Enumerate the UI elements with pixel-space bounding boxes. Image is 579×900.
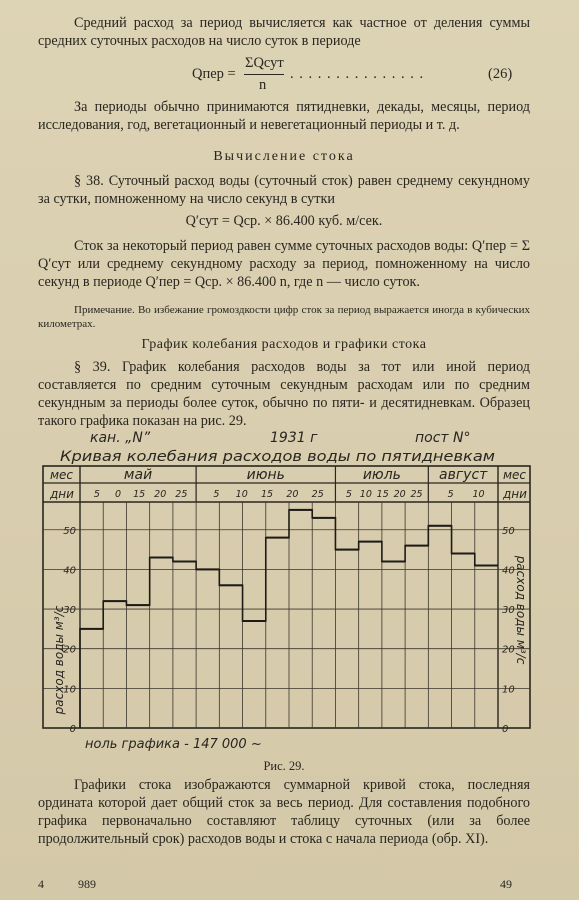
day-tick-label: 5 — [447, 489, 454, 500]
chart-header-canal: кан. „N” — [90, 430, 151, 446]
y-axis-label-right: расход воды м³/с — [514, 555, 528, 665]
y-tick-label-left: 0 — [69, 724, 76, 735]
y-tick-label-left: 10 — [63, 684, 76, 696]
day-tick-label: 5 — [213, 489, 220, 500]
day-tick-label: 15 — [260, 489, 274, 500]
paragraph-5: § 39. График колебания расходов воды за тот или иной период составляется по средним суточным секундным расходам или по средним секундным за периоды более суток, обычно по пяти- и десятидневкам. Образец такого графика показан на рис. 29. — [38, 359, 530, 429]
y-tick-label-right: 10 — [502, 684, 515, 696]
day-row-label-right: дни — [503, 487, 527, 501]
y-axis-label-left: расход воды м³/с — [52, 605, 66, 715]
chart-header-post: пост N° — [415, 430, 471, 446]
day-tick-label: 20 — [154, 489, 167, 500]
heading-graphs: График колебания расходов и графики стока — [141, 337, 427, 352]
figure-29-chart — [0, 420, 579, 760]
page-number: 49 — [500, 877, 512, 891]
paragraph-4: Сток за некоторый период равен сумме суточных расходов воды: Q′пер = Σ Q′сут или среднему секундному расходу за период, помноженному на число секунд в периоде Q′пер = Qср. × 86.400 n, где n — число суток. — [38, 238, 530, 290]
day-tick-label: 25 — [311, 489, 324, 500]
day-tick-label: 20 — [286, 489, 299, 500]
day-tick-label: 5 — [93, 489, 100, 500]
day-row-label-left: дни — [50, 487, 74, 501]
figure-caption: Рис. 29. — [263, 759, 305, 773]
formula-26-number: (26) — [488, 66, 513, 82]
y-tick-label-right: 20 — [502, 644, 515, 656]
paragraph-6: Графики стока изображаются суммарной кривой стока, последняя ордината которой дает общий сток за весь период. Для составления подобного графика первоначально составляют таблицу суточных (или за более продолжительный срок) расходов воды и стока с начала периода (обр. XI). — [38, 777, 530, 847]
chart-title: Кривая колебания расходов воды по пятидневкам — [60, 449, 496, 465]
y-tick-label-left: 50 — [63, 525, 76, 537]
footer-signature-number: 4 — [38, 877, 44, 891]
month-row-label-right: мес — [503, 468, 527, 482]
y-tick-label-left: 30 — [63, 605, 76, 617]
heading-stock-calculation: Вычисление стока — [213, 149, 355, 164]
month-august: август — [439, 467, 488, 483]
day-tick-label: 15 — [376, 489, 389, 500]
formula-26-dots: . . . . . . . . . . . . . . . — [290, 66, 425, 82]
footer-print-code: 989 — [78, 877, 96, 891]
y-tick-label-right: 30 — [502, 605, 515, 617]
day-tick-label: 20 — [393, 489, 406, 500]
month-may: май — [123, 467, 153, 483]
paragraph-2: За периоды обычно принимаются пятидневки, декады, месяцы, период исследования, год, вегетационный и невегетационный периоды и т. д. — [38, 99, 530, 133]
day-tick-label: 10 — [359, 489, 372, 500]
y-tick-label-right: 50 — [502, 525, 515, 537]
chart-header-year: 1931 г — [270, 430, 318, 446]
day-tick-label: 25 — [410, 489, 423, 500]
day-tick-label: 0 — [114, 489, 122, 500]
y-tick-label-left: 40 — [63, 565, 76, 577]
formula-26-numerator: ΣQсут — [245, 55, 284, 71]
formula-daily: Q′сут = Qср. × 86.400 куб. м/сек. — [185, 213, 383, 229]
day-tick-label: 25 — [175, 489, 188, 500]
month-june: июнь — [246, 467, 285, 483]
y-tick-label-left: 20 — [63, 644, 76, 656]
fraction-bar — [244, 74, 284, 75]
note: Примечание. Во избежание громоздкости цифр сток за период выражается иногда в кубических километрах. — [38, 304, 530, 330]
formula-26-denominator: n — [259, 77, 267, 93]
zero-of-graph-note: ноль графика - 147 000 ~ — [85, 737, 262, 752]
formula-26-lhs: Qпер = — [192, 66, 236, 82]
y-tick-label-right: 40 — [502, 565, 515, 577]
day-tick-label: 10 — [235, 489, 248, 500]
day-tick-label: 15 — [133, 489, 146, 500]
day-tick-label: 5 — [345, 489, 352, 500]
paragraph-1: Средний расход за период вычисляется как частное от деления суммы средних суточных расходов на число суток в периоде — [38, 15, 530, 49]
day-tick-label: 10 — [472, 489, 485, 500]
month-july: июль — [362, 467, 401, 483]
month-row-label-left: мес — [50, 468, 74, 482]
paragraph-3: § 38. Суточный расход воды (суточный сток) равен среднему секундному за сутки, помноженному на число секунд в сутки — [38, 173, 530, 207]
y-tick-label-right: 0 — [502, 724, 509, 735]
